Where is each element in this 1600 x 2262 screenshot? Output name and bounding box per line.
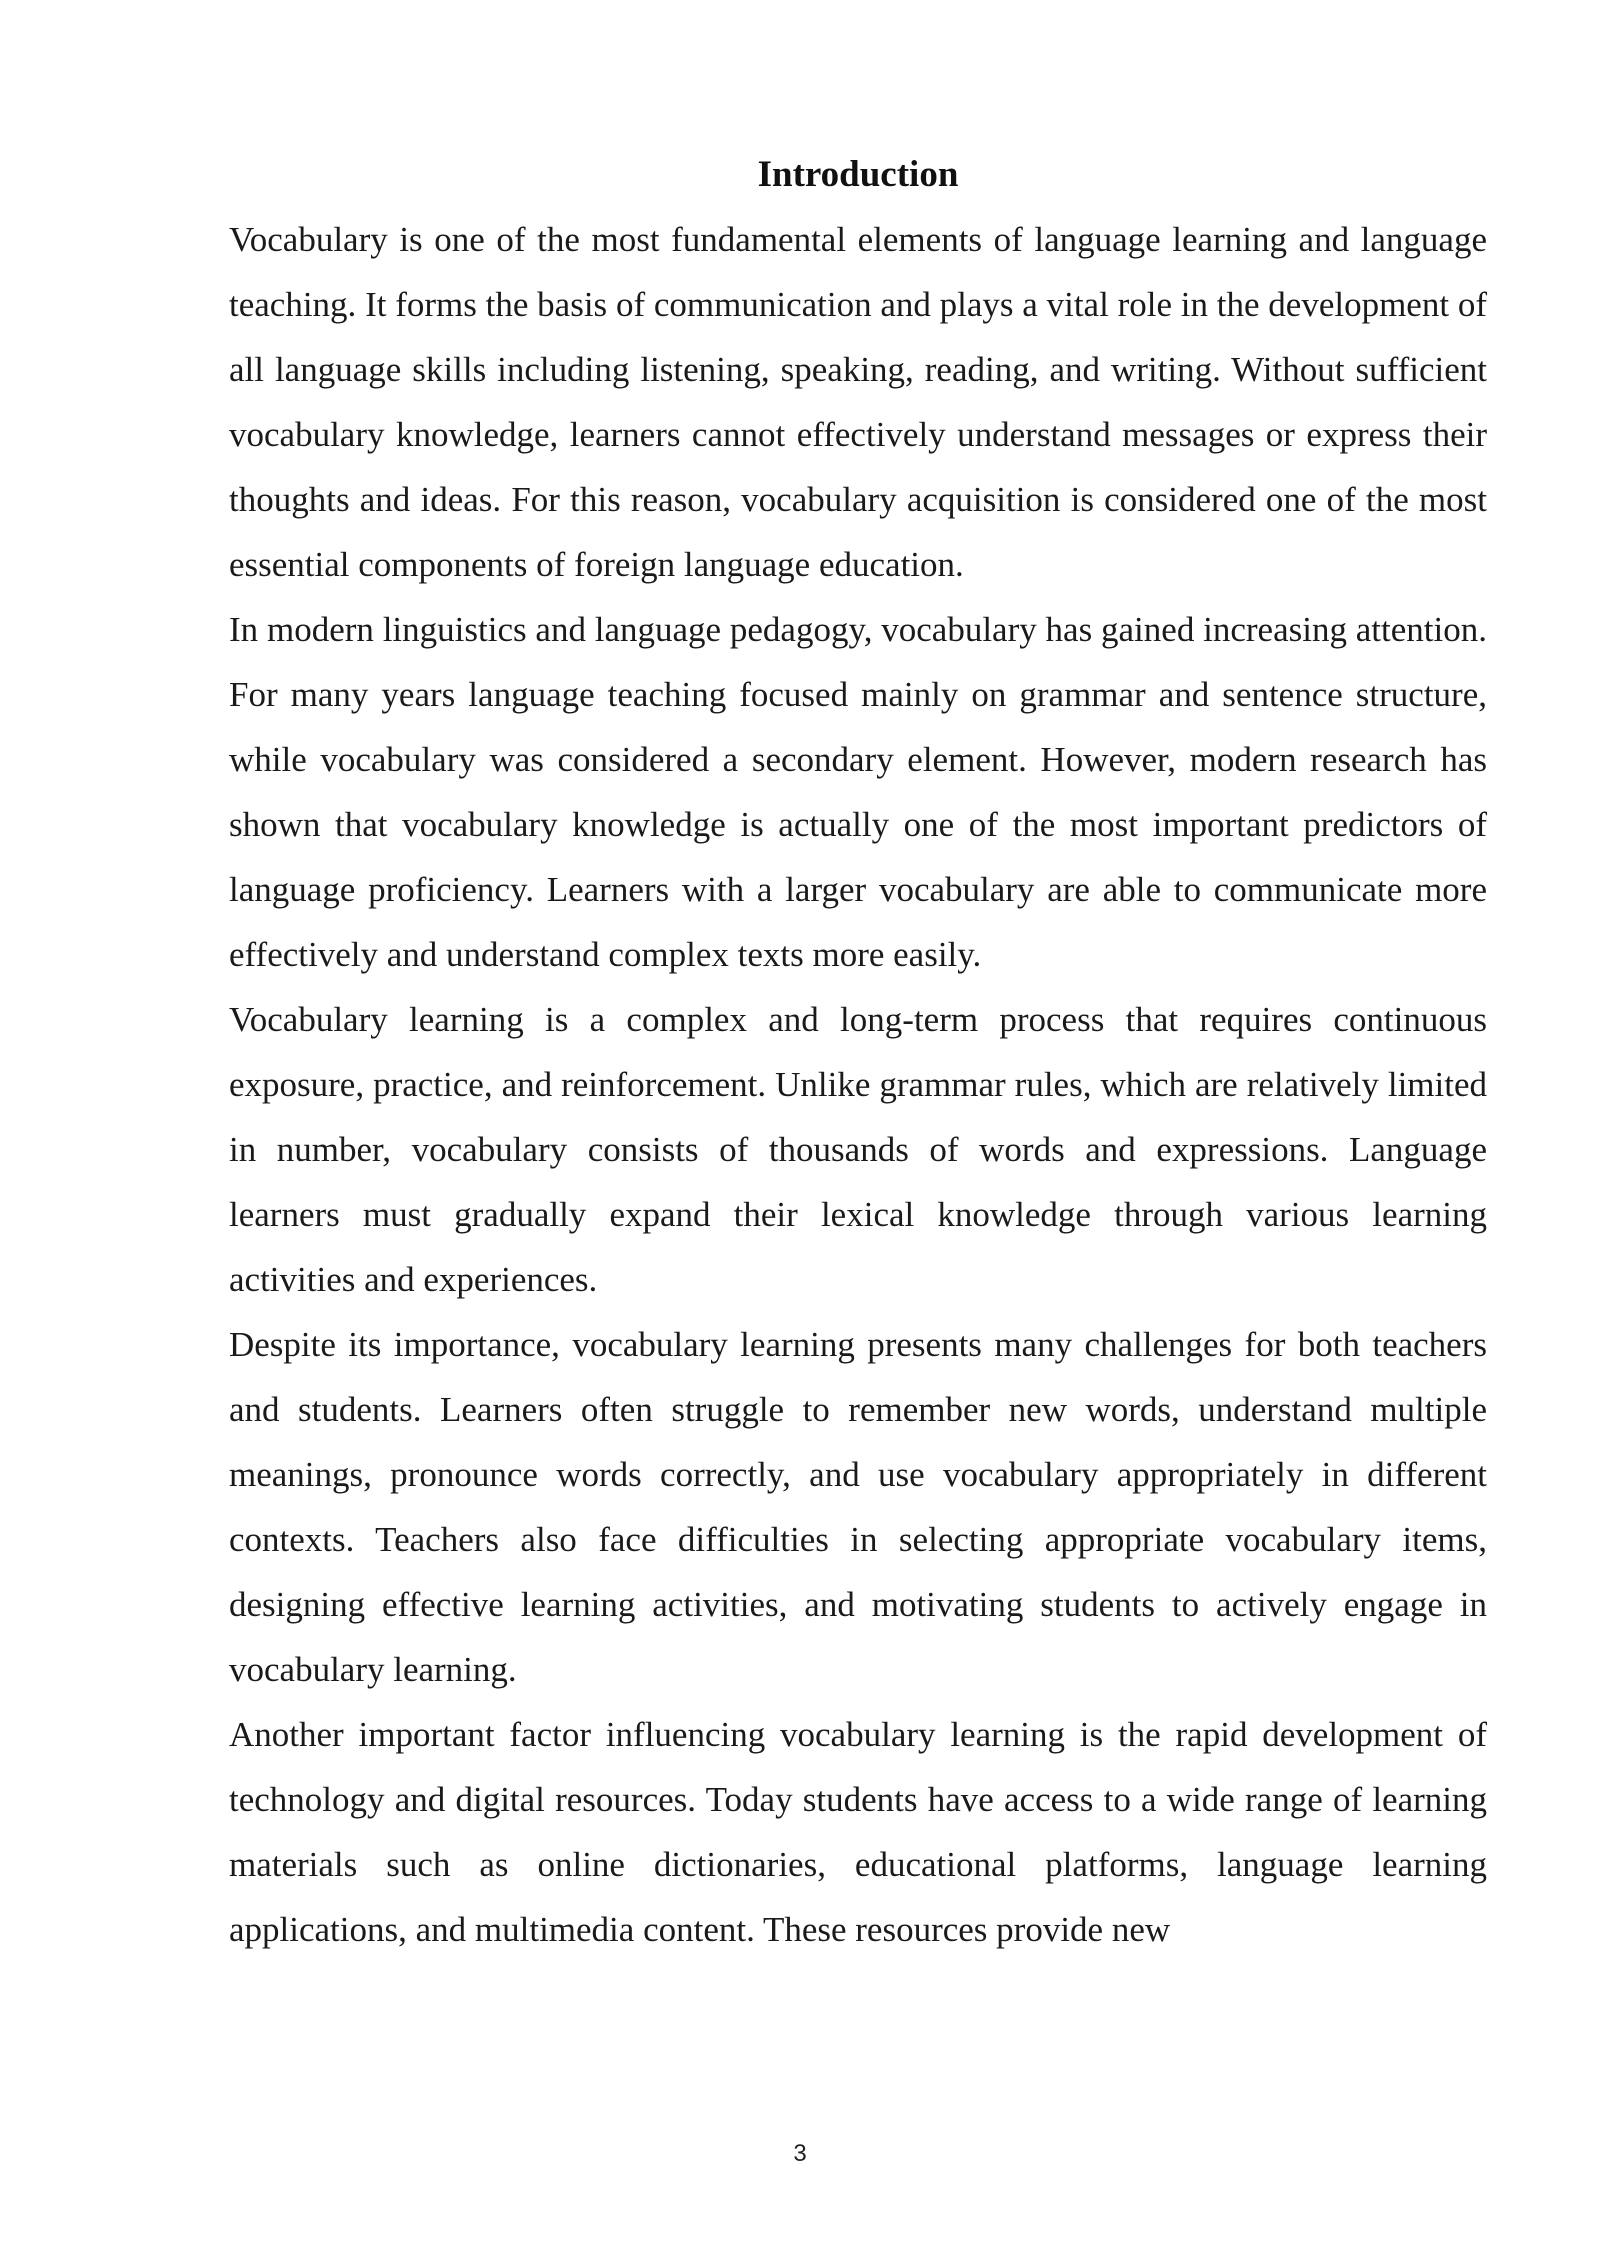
paragraph-3: Vocabulary learning is a complex and long-term process that requires continuous exposure, practice, and reinforcement. Unlike grammar rules, which are relatively limited in number, vocabulary consists of thousands of words and expressions. Language learners must gradually expand their lexical knowledge through various learning activities and experiences.: [229, 1000, 1487, 1299]
page-number: 3: [793, 2140, 807, 2167]
paragraph-5: Another important factor influencing vocabulary learning is the rapid development of technology and digital resources. Today students have access to a wide range of learning materials such as online dictionaries, educational platforms, language learning applications, and multimedia content. These resources provide new: [229, 1715, 1487, 1949]
section-title: Introduction: [757, 154, 959, 195]
paragraph-4: Despite its importance, vocabulary learning presents many challenges for both teachers and students. Learners often struggle to remember new words, understand multiple meanings, pronounce words correctly, and use vocabulary appropriately in different contexts. Teachers also face difficulties in selecting appropriate vocabulary items, designing effective learning activities, and motivating students to actively engage in vocabulary learning.: [229, 1325, 1487, 1689]
page-content: [229, 142, 1487, 1962]
paragraph-1: Vocabulary is one of the most fundamental elements of language learning and language teaching. It forms the basis of communication and plays a vital role in the development of all language skills including listening, speaking, reading, and writing. Without sufficient vocabulary knowledge, learners cannot effectively understand messages or express their thoughts and ideas. For this reason, vocabulary acquisition is considered one of the most essential components of foreign language education.: [229, 220, 1487, 584]
paragraph-2: In modern linguistics and language pedagogy, vocabulary has gained increasing attention. For many years language teaching focused mainly on grammar and sentence structure, while vocabulary was considered a secondary element. However, modern research has shown that vocabulary knowledge is actually one of the most important predictors of language proficiency. Learners with a larger vocabulary are able to communicate more effectively and understand complex texts more easily.: [229, 610, 1487, 974]
